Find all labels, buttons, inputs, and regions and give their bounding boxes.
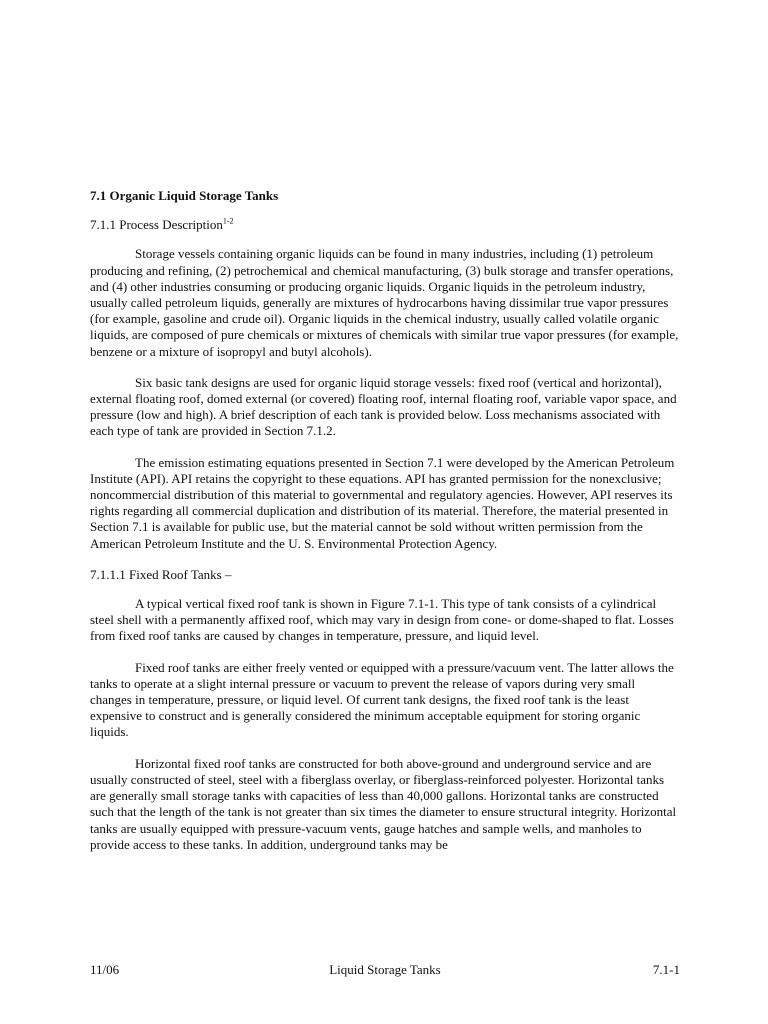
paragraph: Horizontal fixed roof tanks are constructed for both above-ground and underground service and are usually constructed of steel, steel with a fiberglass overlay, or fiberglass-reinforced polyester. Horizontal tanks are generally small storage tanks with capacities of less than 40,000 gallons. Horizontal tanks are constructed such that the length of the tank is not greater than six times the diameter to ensure structural integrity. Horizontal tanks are usually equipped with pressure-vacuum vents, gauge hatches and sample wells, and manholes to provide access to these tanks. In addition, underground tanks may be [90, 755, 677, 852]
footer-date: 11/06 [90, 962, 120, 977]
paragraph: Fixed roof tanks are either freely vented or equipped with a pressure/vacuum vent. The latter allows the tanks to operate at a slight internal pressure or vacuum to prevent the release of vapors during very small changes in temperature, pressure, or liquid level. Of current tank designs, the fixed roof tank is the least expensive to construct and is generally considered the minimum acceptable equipment for storing organic liquids. [90, 659, 674, 740]
paragraph: The emission estimating equations presented in Section 7.1 were developed by the American Petroleum Institute (API). API retains the copyright to these equations. API has granted permission for the nonexclusive; noncommercial distribution of this material to governmental and regulatory agencies. However, API reserves its rights regarding all commercial duplication and distribution of its material. Therefore, the material presented in Section 7.1 is available for public use, but the material cannot be sold without written permission from the American Petroleum Institute and the U. S. Environmental Protection Agency. [90, 454, 675, 551]
reference-superscript: 1-2 [222, 216, 234, 226]
section-title: 7.1 Organic Liquid Storage Tanks [90, 188, 279, 203]
subsection-heading-fixed-roof-tanks: 7.1.1.1 Fixed Roof Tanks – [90, 566, 232, 582]
document-body [90, 188, 680, 868]
paragraph: Storage vessels containing organic liquids can be found in many industries, including (1) petroleum producing and refining, (2) petrochemical and chemical manufacturing, (3) bulk storage and transfer operations, and (4) other industries consuming or producing organic liquids. Organic liquids in the petroleum industry, usually called petroleum liquids, generally are mixtures of hydrocarbons having dissimilar true vapor pressures (for example, gasoline and crude oil). Organic liquids in the chemical industry, usually called volatile organic liquids, are composed of pure chemicals or mixtures of chemicals with similar true vapor pressures (for example, benzene or a mixture of isopropyl and butyl alcohols). [90, 246, 679, 359]
footer-page-number: 7.1-1 [652, 962, 680, 977]
footer-title: Liquid Storage Tanks [329, 962, 441, 977]
page-footer [90, 962, 680, 978]
paragraph: Six basic tank designs are used for organic liquid storage vessels: fixed roof (vertical and horizontal), external floating roof, domed external (or covered) floating roof, internal floating roof, variable vapor space, and pressure (low and high). A brief description of each tank is provided below. Loss mechanisms associated with each type of tank are provided in Section 7.1.2. [90, 374, 677, 439]
paragraph: A typical vertical fixed roof tank is shown in Figure 7.1-1. This type of tank consists of a cylindrical steel shell with a permanently affixed roof, which may vary in design from cone- or dome-shaped to flat. Losses from fixed roof tanks are caused by changes in temperature, pressure, and liquid level. [90, 596, 674, 644]
subsection-heading-text: 7.1.1 Process Description [90, 217, 223, 233]
subsection-heading-process-description [90, 217, 680, 233]
